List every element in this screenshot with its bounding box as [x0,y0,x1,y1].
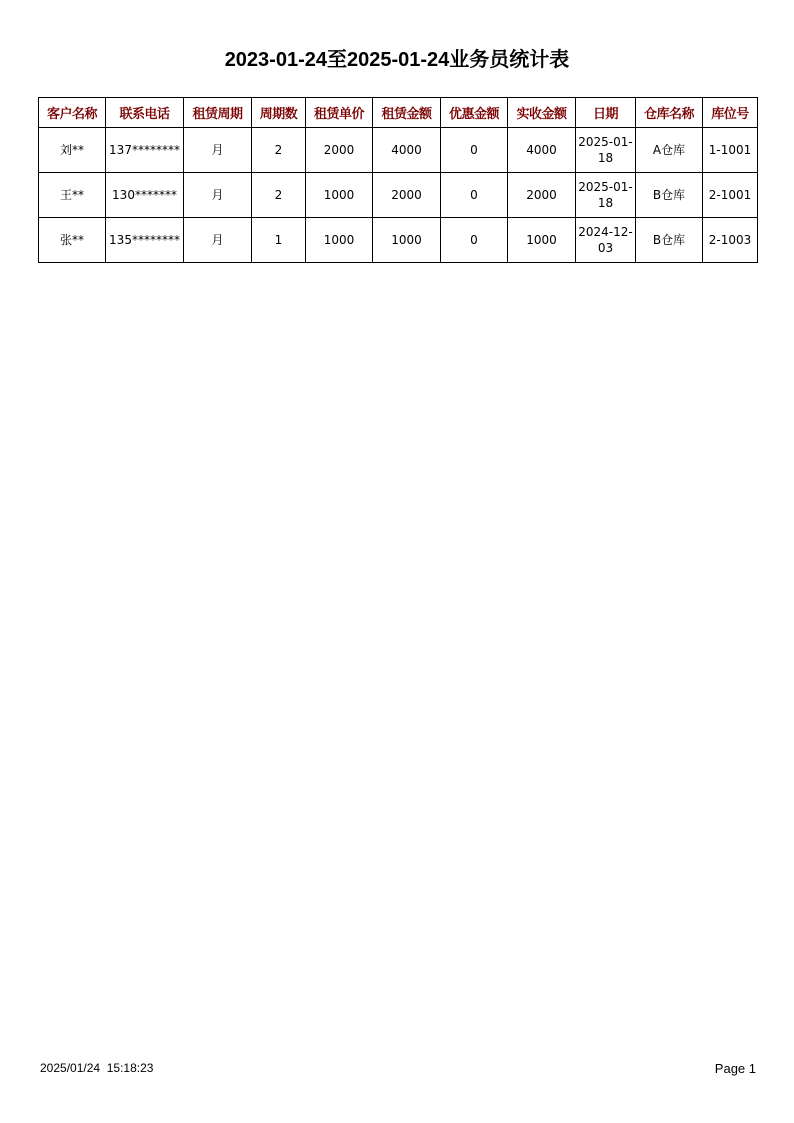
cell-discount-amount: 0 [441,128,508,173]
table-row [39,218,758,263]
header-phone: 联系电话 [106,98,184,128]
header-discount-amount: 优惠金额 [441,98,508,128]
header-date: 日期 [576,98,636,128]
cell-lease-cycle: 月 [184,173,252,218]
cell-warehouse-name: B仓库 [636,173,703,218]
cell-customer-name: 刘** [39,128,106,173]
header-received-amount: 实收金额 [508,98,576,128]
cell-lease-cycle: 月 [184,218,252,263]
header-lease-cycle: 租赁周期 [184,98,252,128]
cell-date: 2025-01-18 [576,128,636,173]
cell-phone: 137******** [106,128,184,173]
page-number: Page 1 [714,1061,756,1076]
cell-phone: 135******** [106,218,184,263]
cell-lease-cycle: 月 [184,128,252,173]
header-lease-amount: 租赁金额 [373,98,441,128]
cell-received-amount: 2000 [508,173,576,218]
cell-cycle-count: 2 [252,173,306,218]
cell-unit-price: 2000 [306,128,373,173]
cell-location-no: 1-1001 [703,128,758,173]
cell-location-no: 2-1001 [703,173,758,218]
cell-lease-amount: 4000 [373,128,441,173]
cell-warehouse-name: B仓库 [636,218,703,263]
cell-date: 2024-12-03 [576,218,636,263]
print-timestamp: 2025/01/24 15:18:23 [40,1061,154,1075]
cell-received-amount: 4000 [508,128,576,173]
header-location-no: 库位号 [703,98,758,128]
cell-cycle-count: 2 [252,128,306,173]
cell-cycle-count: 1 [252,218,306,263]
cell-unit-price: 1000 [306,173,373,218]
cell-unit-price: 1000 [306,218,373,263]
table-row [39,128,758,173]
cell-discount-amount: 0 [441,218,508,263]
cell-warehouse-name: A仓库 [636,128,703,173]
statistics-table [38,97,758,263]
header-warehouse-name: 仓库名称 [636,98,703,128]
header-unit-price: 租赁单价 [306,98,373,128]
table-row [39,173,758,218]
cell-lease-amount: 1000 [373,218,441,263]
cell-location-no: 2-1003 [703,218,758,263]
cell-date: 2025-01-18 [576,173,636,218]
cell-phone: 130******* [106,173,184,218]
cell-lease-amount: 2000 [373,173,441,218]
cell-discount-amount: 0 [441,173,508,218]
header-customer-name: 客户名称 [39,98,106,128]
cell-customer-name: 张** [39,218,106,263]
report-title: 2023-01-24至2025-01-24业务员统计表 [224,49,570,71]
cell-customer-name: 王** [39,173,106,218]
table-header-row [39,98,758,128]
cell-received-amount: 1000 [508,218,576,263]
header-cycle-count: 周期数 [252,98,306,128]
